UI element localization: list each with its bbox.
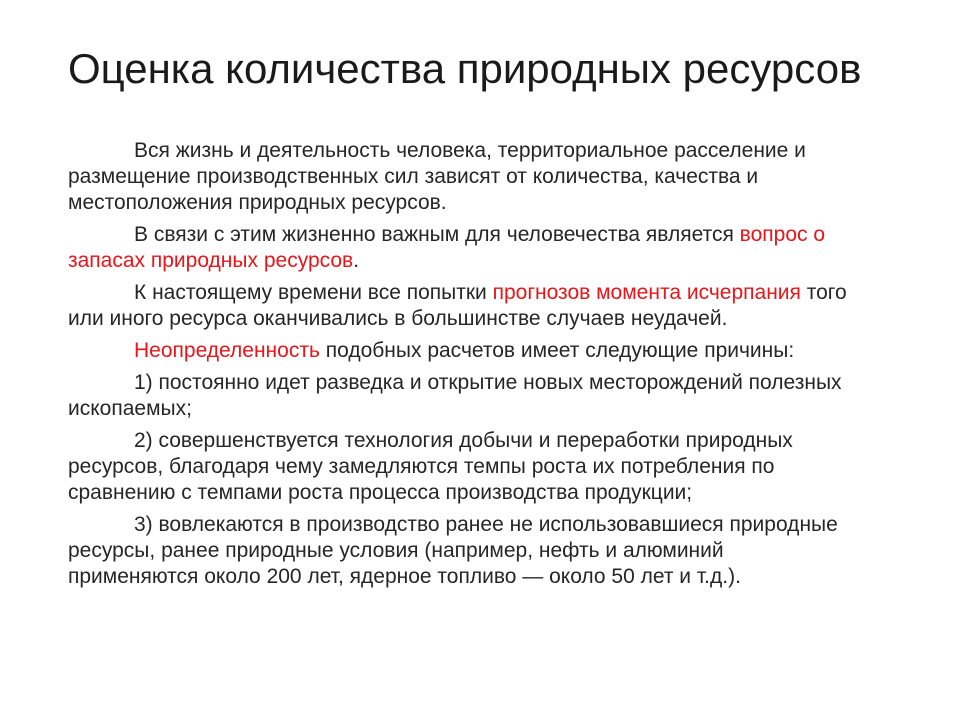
paragraph-text: 1) постоянно идет разведка и открытие новых месторождений полезных ископаемых; bbox=[68, 371, 842, 420]
slide-body bbox=[68, 138, 858, 596]
paragraph-text: подобных расчетов имеет следующие причины: bbox=[319, 339, 795, 362]
list-item bbox=[68, 512, 858, 590]
paragraph-text: В связи с этим жизненно важным для человечества является bbox=[134, 223, 740, 246]
paragraph-text: 3) вовлекаются в производство ранее не использовавшиеся природные ресурсы, ранее природные условия (например, нефть и алюминий применяются около 200 лет, ядерное топливо — около 50 лет и т.д.). bbox=[68, 513, 838, 588]
list-item bbox=[68, 428, 858, 506]
paragraph-text: Вся жизнь и деятельность человека, территориальное расселение и размещение производственных сил зависят от количества, качества и местоположения природных ресурсов. bbox=[68, 139, 806, 214]
list-item bbox=[68, 370, 858, 422]
paragraph-text: К настоящему времени все попытки bbox=[134, 281, 493, 304]
paragraph-text: 2) совершенствуется технология добычи и переработки природных ресурсов, благодаря чему замедляются темпы роста их потребления по сравнению с темпами роста процесса производства продукции; bbox=[68, 429, 793, 504]
slide-title: Оценка количества природных ресурсов bbox=[68, 45, 862, 92]
paragraph bbox=[68, 222, 858, 274]
paragraph-text: того или иного ресурса оканчивались в большинстве случаев неудачей. bbox=[68, 281, 847, 330]
paragraph bbox=[68, 138, 858, 216]
paragraph-text: . bbox=[353, 249, 360, 272]
highlighted-term: прогнозов момента исчерпания bbox=[492, 281, 801, 304]
paragraph bbox=[68, 280, 858, 332]
paragraph bbox=[68, 338, 858, 364]
highlighted-term: вопрос о запасах природных ресурсов bbox=[68, 223, 826, 272]
highlighted-term: Неопределенность bbox=[134, 339, 320, 362]
